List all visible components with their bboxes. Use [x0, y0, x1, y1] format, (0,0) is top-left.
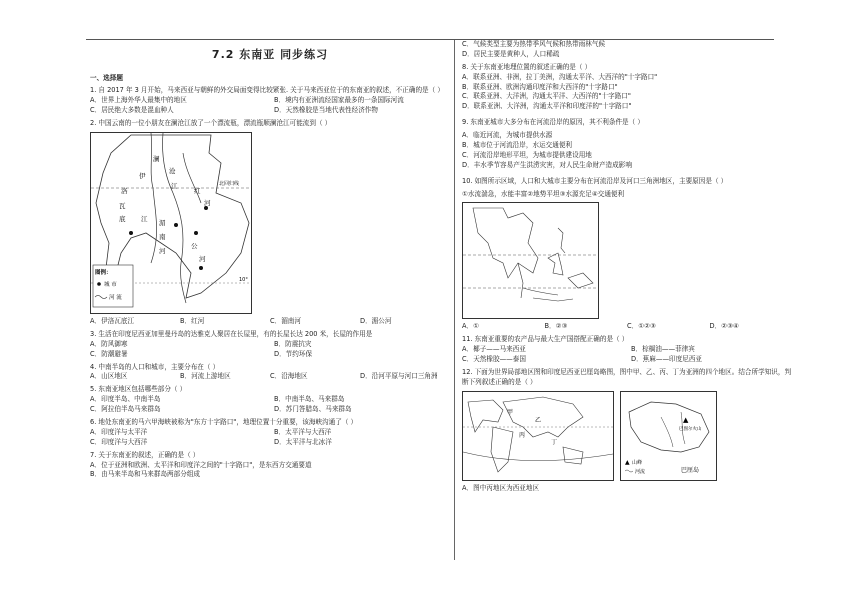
q7-option-c[interactable]: C．气候类型主要为热带季风气候和热带雨林气候 — [462, 40, 606, 48]
q4-option-a[interactable]: A．山区地区 — [90, 372, 128, 381]
q11-option-a[interactable]: A．椰子——马来西亚 — [462, 345, 526, 354]
question-12: 12. 下面为世界局部地区图和印度尼西亚巴厘岛略图，图中甲、乙、丙、丁为亚洲的四个地区。结合所学知识，判断下列叙述正确的是（ ） — [462, 368, 792, 386]
map1-label-12: 公 — [191, 241, 198, 250]
world-region-map — [462, 391, 614, 481]
q12-figures — [462, 391, 792, 481]
map1-label-15: 河 — [199, 254, 206, 263]
q8-option-d[interactable]: D．联系亚洲、大洋洲，沟通太平洋和印度洋的"十字路口" — [462, 102, 632, 111]
bali-map-svg — [621, 392, 716, 480]
map1-label-4: 洛 — [121, 186, 128, 195]
map3-label-jia: 甲 — [507, 408, 514, 416]
q3-option-b[interactable]: B．防震抗灾 — [274, 339, 312, 348]
q6-option-b[interactable]: B．太平洋与大西洋 — [274, 427, 332, 436]
q7-option-b[interactable]: B．由马来半岛和马来群岛两部分组成 — [90, 470, 201, 479]
bali-peak-label: 巴图尔火山 — [679, 426, 702, 432]
right-column — [462, 40, 792, 494]
map3-label-ding: 丁 — [551, 438, 558, 446]
question-3: 3. 生活在印度尼西亚加里曼丹岛的达雅克人聚居在长屋里，有的长屋长达 200 米，长屋的作用是 — [90, 329, 373, 338]
question-4: 4. 中南半岛的人口和城市，主要分布在（ ） — [90, 362, 220, 371]
map1-label-8: 底 — [119, 214, 126, 223]
q5-option-c[interactable]: C．阿拉伯半岛马来群岛 — [90, 405, 161, 414]
q4-option-d[interactable]: D．沿河平原与河口三角洲 — [360, 372, 438, 381]
q2-option-a[interactable]: A．伊洛瓦底江 — [90, 316, 135, 325]
svg-text:▲: ▲ — [683, 415, 689, 424]
world-region-map-svg — [463, 392, 613, 480]
question-2: 2. 中国云南的一位小朋友在澜沧江放了一个漂流瓶，漂流瓶顺澜沧江可能流到（ ） — [90, 119, 332, 128]
q2-option-b[interactable]: B．红河 — [180, 316, 205, 325]
southeast-asia-map — [462, 202, 599, 319]
left-column — [90, 44, 450, 480]
column-divider — [454, 40, 455, 560]
q4-options — [90, 372, 450, 382]
question-1: 1. 自 2017 年 3 月开始，马来西亚与朝鲜的外交局面变得比较紧张. 关于马来西亚位于的东南亚的叙述，不正确的是（ ） — [90, 86, 444, 95]
q5-option-d[interactable]: D．苏门答腊岛、马来群岛 — [274, 405, 352, 414]
q1-option-c[interactable]: C．居民绝大多数是混血种人 — [90, 106, 174, 115]
q9-options — [462, 131, 792, 171]
q11-option-b[interactable]: B．棕榈油——菲律宾 — [631, 345, 695, 354]
map1-label-11: 湄 — [159, 218, 166, 227]
bali-legend-river: 河流 — [635, 468, 646, 475]
map3-label-bing: 丙 — [519, 431, 526, 439]
map1-lat-label: 10° — [239, 276, 248, 283]
svg-text:▲: ▲ — [625, 458, 630, 466]
question-7: 7. 关于东南亚的叙述，正确的是（ ） — [90, 450, 200, 459]
question-11: 11. 东南亚重要的农产品与最大生产国搭配正确的是（ ） — [462, 335, 629, 344]
q3-option-c[interactable]: C．防潮避暑 — [90, 349, 128, 358]
map1-label-5: 江 — [171, 181, 178, 190]
bali-legend-mountain: 山峰 — [632, 459, 643, 466]
map1-legend-river: 河 流 — [109, 294, 122, 301]
q10-options — [462, 322, 792, 332]
section-heading: 一、选择题 — [90, 73, 123, 82]
map1-tropic-label: 北回归线 — [219, 180, 240, 187]
map1-label-14: 河 — [159, 246, 166, 255]
q5-option-a[interactable]: A．印度半岛、中南半岛 — [90, 395, 161, 404]
q3-option-a[interactable]: A．防风御寒 — [90, 339, 128, 348]
q9-option-b[interactable]: B．城市位于河流沿岸，水运交通便利 — [462, 141, 573, 150]
map1-label-2: 伊 — [139, 171, 146, 180]
q6-option-c[interactable]: C．印度洋与大西洋 — [90, 437, 148, 446]
question-9: 9. 东南亚城市大多分布在河流沿岸的原因，其不利条件是（ ） — [462, 118, 644, 127]
bali-map — [620, 391, 717, 481]
q6-option-d[interactable]: D．太平洋与北冰洋 — [274, 437, 332, 446]
q12-option-a[interactable]: A．图中丙地区为西亚地区 — [462, 483, 540, 492]
q1-option-d[interactable]: D．天然橡胶是当地代表性经济作物 — [274, 106, 378, 115]
mekong-map — [90, 132, 252, 314]
page-title: 7.2 东南亚 同步练习 — [211, 48, 329, 61]
q7-option-d[interactable]: D．居民主要是黄种人，人口稀疏 — [462, 49, 560, 58]
question-10: 10. 如图所示区域，人口和大城市主要分布在河流沿岸及河口三角洲地区，主要原因是（ ） — [462, 176, 728, 185]
map1-legend-title: 图例： — [95, 269, 112, 276]
q6-option-a[interactable]: A．印度洋与太平洋 — [90, 427, 148, 436]
q1-option-a[interactable]: A．世界上海外华人最集中的地区 — [90, 96, 187, 105]
question-8: 8. 关于东南亚地理位置的叙述正确的是（ ） — [462, 62, 592, 71]
q2-option-c[interactable]: C．湄南河 — [270, 316, 301, 325]
q6-options — [90, 428, 450, 448]
q8-options — [462, 73, 792, 113]
q2-option-d[interactable]: D．湄公河 — [360, 316, 392, 325]
q5-options — [90, 395, 450, 415]
q1-option-b[interactable]: B．境内有亚洲流经国家最多的一条国际河流 — [274, 96, 404, 105]
q9-option-d[interactable]: D．丰水季节容易产生洪涝灾害，对人民生命财产造成影响 — [462, 160, 632, 169]
q3-option-d[interactable]: D．节约环保 — [274, 349, 313, 358]
q3-options — [90, 340, 450, 360]
q11-option-c[interactable]: C．天然橡胶——泰国 — [462, 355, 526, 364]
q8-option-b[interactable]: B．联系亚洲、欧洲沟通印度洋和大西洋的"十字路口" — [462, 82, 618, 91]
q2-options — [90, 317, 450, 327]
map1-label-10: 江 — [141, 214, 148, 223]
mekong-map-svg — [91, 133, 251, 313]
q11-option-d[interactable]: D．蕉麻——印度尼西亚 — [631, 355, 703, 364]
q4-option-c[interactable]: C．沿海地区 — [270, 372, 308, 381]
q5-option-b[interactable]: B．中南半岛、马来群岛 — [274, 395, 345, 404]
q1-options — [90, 96, 450, 116]
q10-option-d[interactable]: D．②③④ — [709, 322, 739, 331]
q11-options — [462, 345, 792, 365]
q7-options — [90, 461, 450, 481]
map1-label-1: 澜 — [153, 154, 160, 163]
question-10-statements: ①水流湍急，水能丰富②地势平坦③水源充足④交通便利 — [462, 189, 625, 198]
q8-option-c[interactable]: C．联系亚洲、大洋洲，沟通太平洋、大西洋的"十字路口" — [462, 92, 631, 101]
map1-label-9: 河 — [204, 198, 211, 207]
q4-option-b[interactable]: B．河流上游地区 — [180, 372, 231, 381]
q10-option-b[interactable]: B．②③ — [544, 322, 568, 331]
bali-island-label: 巴厘岛 — [681, 466, 700, 474]
map1-label-7: 红 — [194, 186, 201, 195]
map1-label-6: 瓦 — [119, 201, 126, 210]
question-6: 6. 地处东南亚的马六甲海峡被称为"东方十字路口"，地理位置十分重要，该海峡沟通了（ ） — [90, 417, 358, 426]
q10-option-c[interactable]: C．①②③ — [627, 322, 656, 331]
q9-option-a[interactable]: A．临近河流，为城市提供水源 — [462, 131, 553, 140]
map1-label-3: 沧 — [169, 166, 176, 175]
map3-label-yi: 乙 — [535, 416, 542, 424]
q8-option-a[interactable]: A．联系亚洲、非洲，拉丁美洲，沟通太平洋、大西洋的"十字路口" — [462, 72, 658, 81]
map1-label-13: 南 — [159, 232, 166, 241]
q10-option-a[interactable]: A．① — [462, 322, 480, 331]
q7-option-a[interactable]: A．位于亚洲和欧洲、太平洋和印度洋之间的"十字路口"，是东西方交通要道 — [90, 460, 312, 469]
southeast-asia-map-svg — [463, 203, 598, 318]
q9-option-c[interactable]: C．河流沿岸地形平坦，为城市提供建设用地 — [462, 150, 592, 159]
question-5: 5. 东南亚地区包括哪些部分（ ） — [90, 385, 187, 394]
map1-legend-city: 城 市 — [104, 281, 117, 288]
